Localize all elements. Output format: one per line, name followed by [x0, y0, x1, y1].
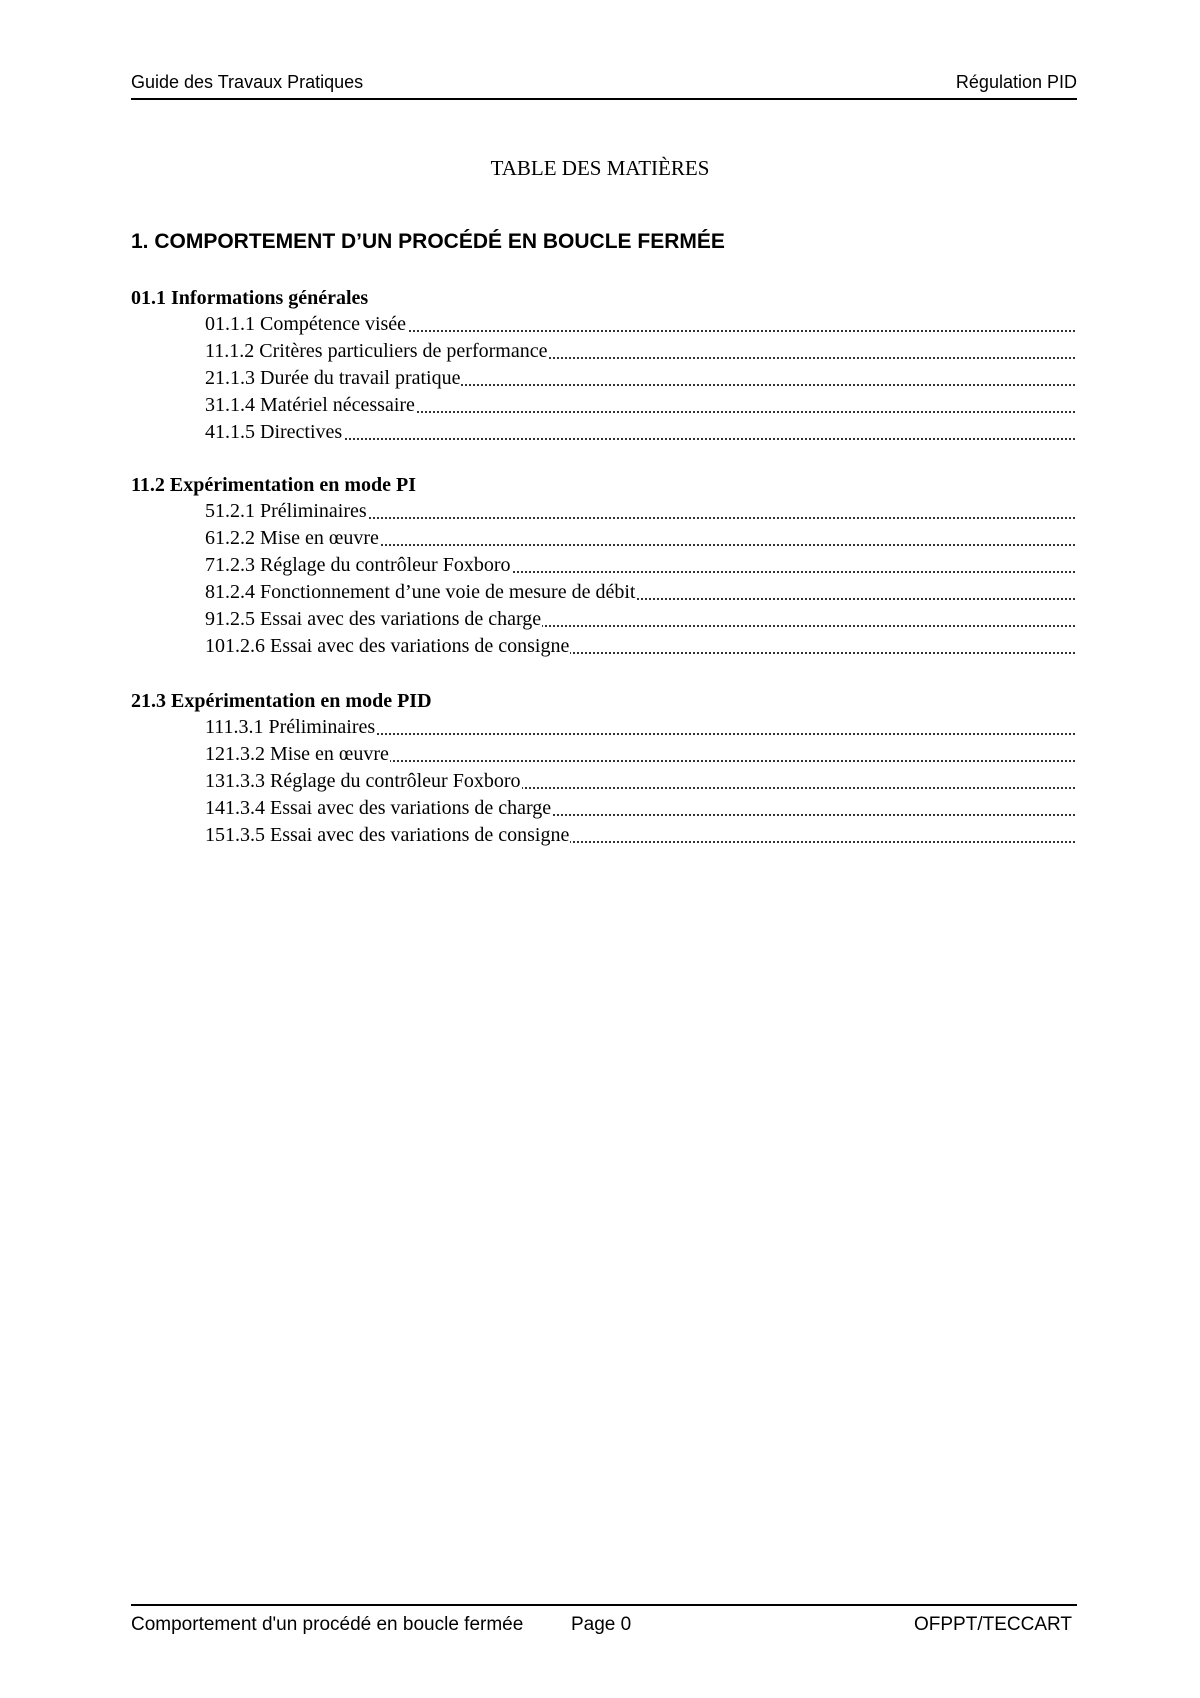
toc-entry[interactable]	[205, 741, 1075, 768]
toc-section-heading[interactable]: 01.1 Informations générales	[131, 287, 369, 309]
page-footer	[131, 1604, 1077, 1642]
toc-entry[interactable]	[205, 795, 1075, 822]
toc-entry-label: 131.3.3 Réglage du contrôleur Foxboro	[205, 770, 521, 792]
toc-entry[interactable]	[205, 768, 1075, 795]
toc-entry[interactable]	[205, 392, 1075, 419]
toc-section-heading[interactable]: 21.3 Expérimentation en mode PID	[131, 690, 432, 712]
toc-section-heading[interactable]: 11.2 Expérimentation en mode PI	[131, 474, 416, 496]
toc-entry-label: 151.3.5 Essai avec des variations de consigne	[205, 824, 570, 846]
footer-page-number: Page 0	[571, 1614, 632, 1635]
header-guide-title: Guide des Travaux Pratiques	[131, 72, 364, 92]
toc-entry[interactable]	[205, 822, 1075, 849]
toc-entry-label: 51.2.1 Préliminaires	[205, 500, 367, 522]
toc-entry[interactable]	[205, 552, 1075, 579]
toc-entry-label: 21.1.3 Durée du travail pratique	[205, 367, 461, 389]
toc-entry[interactable]	[205, 714, 1075, 741]
toc-entry-label: 81.2.4 Fonctionnement d’une voie de mesure de débit	[205, 581, 636, 603]
footer-organization: OFPPT/TECCART	[914, 1614, 1072, 1635]
toc-entry-label: 91.2.5 Essai avec des variations de charge	[205, 608, 542, 630]
page-header	[131, 72, 1077, 100]
toc-entry[interactable]	[205, 419, 1075, 446]
chapter-heading: 1. COMPORTEMENT D’UN PROCÉDÉ EN BOUCLE FERMÉE	[131, 230, 725, 253]
toc-entry-label: 141.3.4 Essai avec des variations de charge	[205, 797, 552, 819]
toc-title: TABLE DES MATIÈRES	[490, 156, 710, 180]
toc-entry-label: 01.1.1 Compétence visée	[205, 313, 407, 335]
toc-entry[interactable]	[205, 338, 1075, 365]
toc-entry-label: 41.1.5 Directives	[205, 421, 343, 443]
toc-entry-label: 71.2.3 Réglage du contrôleur Foxboro	[205, 554, 511, 576]
toc-entry-label: 11.1.2 Critères particuliers de performance	[205, 340, 548, 362]
toc-entry-label: 31.1.4 Matériel nécessaire	[205, 394, 415, 416]
toc-entry-label: 61.2.2 Mise en œuvre	[205, 527, 379, 549]
footer-document-title: Comportement d'un procédé en boucle fermée	[131, 1614, 524, 1635]
toc-entry-label: 101.2.6 Essai avec des variations de consigne	[205, 635, 570, 657]
header-subject: Régulation PID	[955, 72, 1077, 92]
toc-entry[interactable]	[205, 633, 1075, 660]
toc-entry[interactable]	[205, 606, 1075, 633]
toc-entry[interactable]	[205, 498, 1075, 525]
toc-entry-label: 121.3.2 Mise en œuvre	[205, 743, 389, 765]
toc-entry[interactable]	[205, 311, 1075, 338]
toc-entry-label: 111.3.1 Préliminaires	[205, 716, 376, 738]
toc-entry[interactable]	[205, 365, 1075, 392]
toc-entry[interactable]	[205, 579, 1075, 606]
toc-entry[interactable]	[205, 525, 1075, 552]
